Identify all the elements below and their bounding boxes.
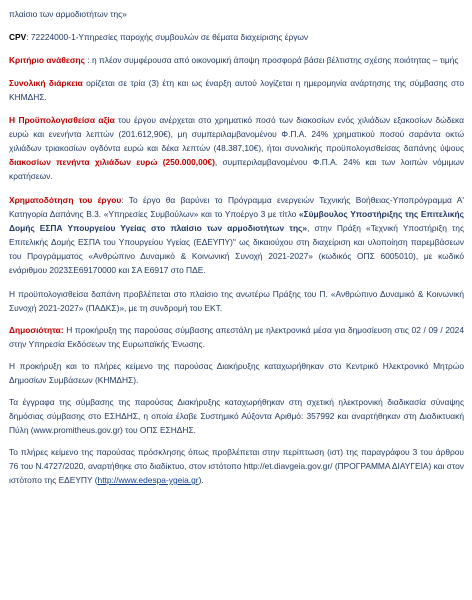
edespa-link[interactable]: http://www.edespa-ygeia.gr [97, 475, 199, 485]
registry-paragraph: Η προκήρυξη και το πλήρες κείμενο της παρούσας Διακήρυξης καταχωρήθηκαν στο Κεντρικό Ηλεκτρονικό Μητρώο Δημοσίων Συμβάσεων (ΚΗΜΔΗΣ). [9, 361, 464, 385]
diavgeia-paragraph [9, 445, 464, 487]
cpv-paragraph [9, 30, 464, 44]
budget-label: Η Προϋπολογισθείσα αξία [9, 115, 115, 125]
esidis-paragraph [9, 395, 464, 437]
criterion-text: : η πλέον συμφέρουσα από οικονομική άποψη προσφορά βάσει βέλτιστης σχέσης ποιότητας – τιμής [85, 55, 459, 65]
promitheus-link[interactable]: www.promitheus.gov.gr [33, 425, 121, 435]
duration-paragraph [9, 76, 464, 104]
funding-label: Χρηματοδότηση του έργου [9, 195, 122, 205]
diavgeia-text-1: Το πλήρες κείμενο της παρούσας πρόσκλησης όπως προβλέπεται στην περίπτωση (ιστ) της παραγράφου 3 του άρθρου 76 του Ν.4727/2020, αναρτήθηκε στο διαδίκτυο, στον ιστότοπο http://et.diavgeia.gov.gr/ (ΠΡΟΓΡΑΜΜΑ ΔΙΑΥΓΕΙΑ) και στον ιστότοπο της ΕΔΕΥΠΥ ( [9, 447, 464, 485]
budget-text-2: , συμπεριλαμβανομένου Φ.Π.Α. 24% και των λοιπών νόμιμων κρατήσεων. [9, 157, 464, 181]
cofinance-paragraph: Η προϋπολογισθείσα δαπάνη προβλέπεται στο πλαίσιο της ανωτέρω Πράξης του Π. «Ανθρώπινο Δυναμικό & Κοινωνική Συνοχή 2021-2027» (ΠΑΔΚΣ)», με τη συνδρομή του ΕΚΤ. [9, 289, 464, 313]
esidis-text-2: ) του ΟΠΣ ΕΣΗΔΗΣ. [120, 425, 196, 435]
esidis-text-1: Τα έγγραφα της σύμβασης της παρούσας Διακήρυξης καταχωρήθηκαν στη σχετική ηλεκτρονική διαδικασία σύναψης δημόσιας σύμβασης στο ΕΣΗΔΗΣ, η οποία έλαβε Συστημικό Αύξοντα Αριθμό: 357992 και αναρτήθηκαν στη Διαδικτυακή Πύλη ( [9, 397, 464, 435]
funding-paragraph [9, 193, 464, 277]
duration-text: ορίζεται σε τρία (3) έτη και ως έναρξη αυτού λογίζεται η ημερομηνία ανάρτησης της σύμβασης στο ΚΗΜΔΗΣ. [9, 78, 464, 102]
cpv-text: : 72224000-1-Υπηρεσίες παροχής συμβουλών σε θέματα διαχείρισης έργων [26, 32, 309, 42]
budget-text-1: του έργου ανέρχεται στο χρηματικό ποσό των διακοσίων ενός χιλιάδων εξακοσίων δώδεκα ευρώ και ενενήντα λεπτών (201.612,90€), μη συμπεριλαμβανομένου Φ.Π.Α. 24% χρηματικού ποσού σαράντα οκτώ χιλιάδων τριακοσίων ογδόντα ευρώ και δέκα λεπτών (48.387,10€), ήτοι συνολικής προϋπολογισθείσας δαπάνης ύψους [9, 115, 464, 153]
publication-paragraph [9, 323, 464, 351]
duration-label: Συνολική διάρκεια [9, 78, 83, 88]
publication-label: Δημοσιότητα: [9, 325, 64, 335]
document-body [9, 7, 464, 487]
publication-text: Η προκήρυξη της παρούσας σύμβασης απεστάλη με ηλεκτρονικά μέσα για δημοσίευση στις 02 / 09 / 2024 στην Υπηρεσία Εκδόσεων της Ευρωπαϊκής Ένωσης. [9, 325, 464, 349]
continuation-line: πλαίσιο των αρμοδιοτήτων της» [9, 9, 127, 19]
criterion-label: Κριτήριο ανάθεσης [9, 55, 86, 65]
criterion-paragraph [9, 53, 464, 67]
diavgeia-text-2: ). [198, 475, 204, 485]
budget-amount: διακοσίων πενήντα χιλιάδων ευρώ (250.000,00€) [9, 157, 215, 167]
funding-text-1: : Το έργο θα βαρύνει το Πρόγραμμα ενεργειών Τεχνικής Βοήθειας-Υποπρόγραμμα Α' Κατηγορία Δαπάνης Β.3. «Υπηρεσίες Συμβούλων» και το Υποέργο 3 με τίτλο [9, 195, 464, 219]
cpv-label: CPV [9, 32, 27, 42]
funding-title: «Σύμβουλος Υποστήριξης της Επιτελικής Δομής ΕΣΠΑ Υπουργείου Υγείας στο πλαίσιο των αρμοδιοτήτων της» [9, 209, 464, 233]
funding-text-2: , στην Πράξη «Τεχνική Υποστήριξη της Επιτελικής Δομής ΕΣΠΑ του Υπουργείου Υγείας (ΕΔΕΥΠΥ)" ως δικαιούχου στη διαχείριση και υλοποίηση παρεμβάσεων του Προγράμματος «Ανθρώπινο Δυναμικό & Κοινωνική Συνοχή 2021-2027» (κωδικός ΟΠΣ 6005010), με κωδικό ενάριθμου 2023ΣΕ69170000 και ΣΑ Ε6917 στο ΠΔΕ. [9, 223, 464, 275]
budget-paragraph [9, 113, 464, 183]
